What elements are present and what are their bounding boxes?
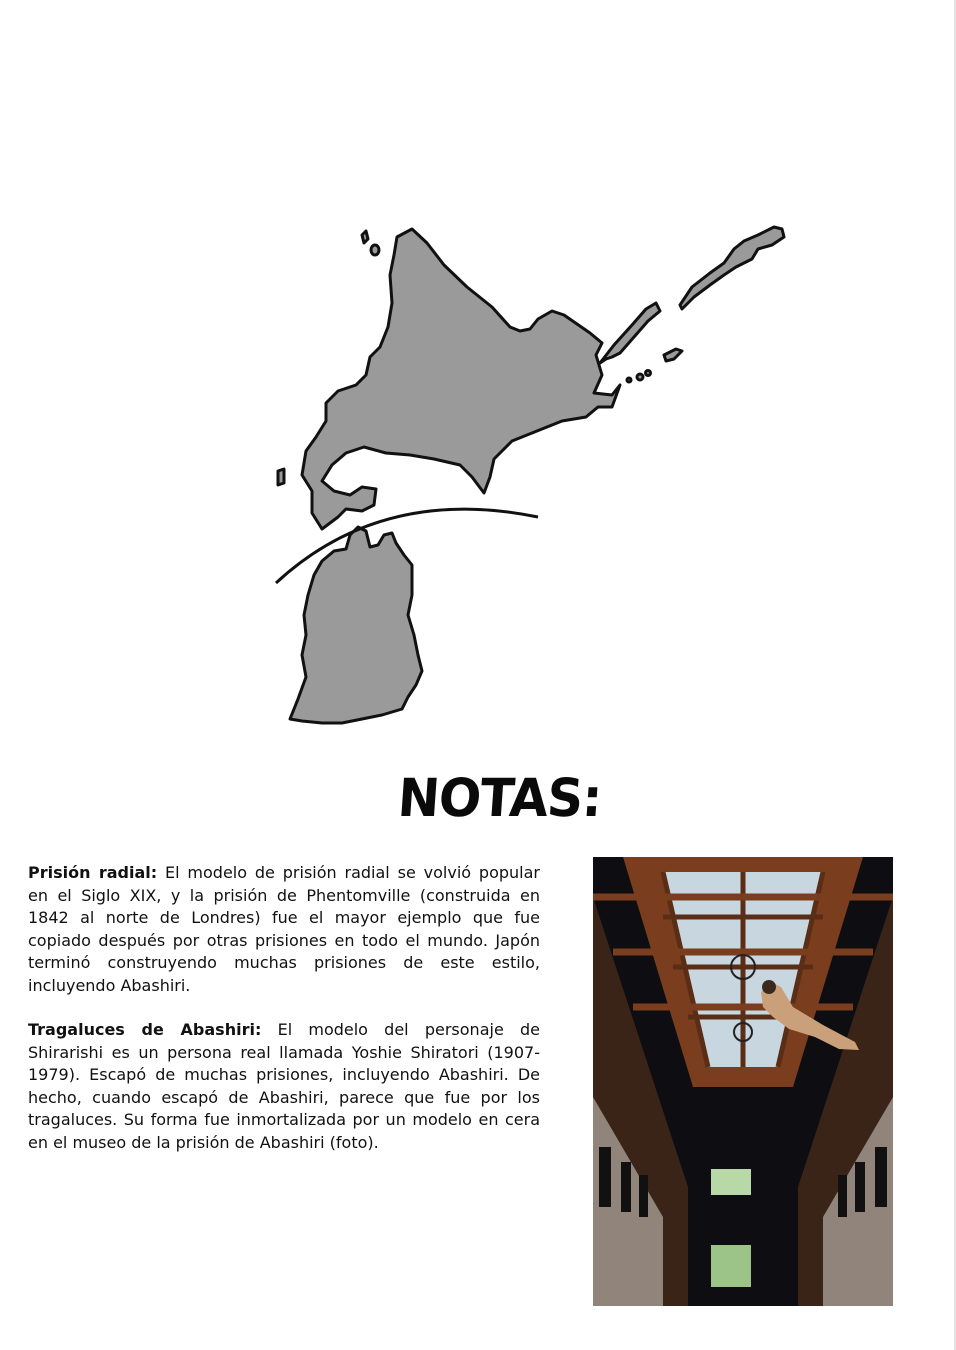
- rebun-island: [362, 231, 368, 243]
- kunashiri-island: [600, 303, 660, 363]
- note-text: El modelo del personaje de Shirarishi es un persona real llamada Yoshie Shiratori (1907-1979). Escapó de muchas prisiones, incluyendo Abashiri. De hecho, cuando escapó de Abashiri, parece que fue por los tragaluces. Su forma fue inmortalizada por un modelo en cera en el museo de la prisión de Abashiri (foto).: [28, 1020, 541, 1152]
- shikotan-island: [664, 349, 682, 361]
- note-title: Tragaluces de Abashiri:: [28, 1020, 262, 1039]
- abashiri-prison-photo: [593, 857, 893, 1306]
- iturup-island: [680, 227, 784, 309]
- habomai-islet-3: [627, 378, 631, 382]
- hokkaido-map: [262, 215, 802, 735]
- habomai-islet-2: [646, 371, 651, 376]
- note-text: El modelo de prisión radial se volvió popular en el Siglo XIX, y la prisión de Phentomville (construida en 1842 al norte de Londres) fue el mayor ejemplo que fue copiado después por otras prisiones en todo el mundo. Japón terminó construyendo muchas prisiones de este estilo, incluyendo Abashiri.: [28, 863, 540, 995]
- rishiri-island: [371, 245, 379, 255]
- note-radial-prison: [28, 862, 540, 997]
- hokkaido-island: [302, 229, 620, 529]
- okushiri-island: [278, 469, 284, 485]
- note-abashiri-skylights: [28, 1019, 540, 1154]
- note-title: Prisión radial:: [28, 863, 158, 882]
- notes-heading: NOTAS:: [395, 767, 604, 829]
- habomai-islet-1: [637, 374, 643, 380]
- notes-section: [28, 862, 540, 1176]
